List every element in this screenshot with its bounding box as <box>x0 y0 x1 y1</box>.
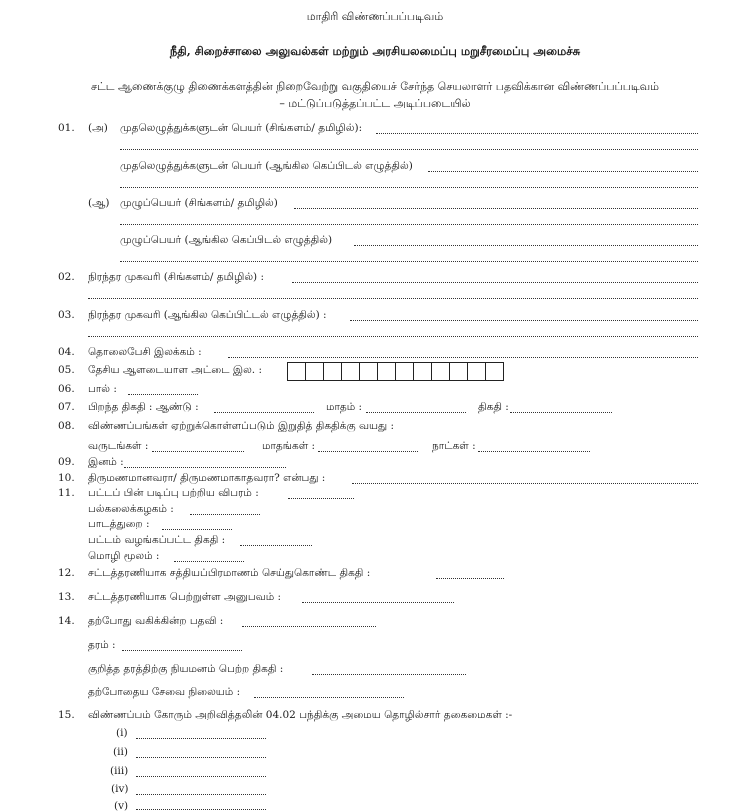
label-race: இனம் : <box>88 456 124 468</box>
item-number: 11. <box>58 487 75 499</box>
label-age-at-closing: விண்ணப்பங்கள் ஏற்றுக்கொள்ளப்படும் இறுதித் திகதிக்கு வயது : <box>88 420 394 432</box>
nic-box[interactable] <box>287 362 306 381</box>
field-married[interactable] <box>352 483 698 484</box>
field-age-days[interactable] <box>478 451 590 452</box>
ministry-title: நீதி, சிறைச்சாலை அலுவல்கள் மற்றும் அரசியலமைப்பு மறுசீரமைப்பு அமைச்சு <box>169 44 581 58</box>
field-experience[interactable] <box>302 602 454 603</box>
label-age-years: வருடங்கள் : <box>88 440 149 452</box>
label-name-initials-english: முதலெழுத்துக்களுடன் பெயர் (ஆங்கில கெப்பிடல் எழுத்தில்) <box>120 160 413 172</box>
label-medium: மொழி மூலம் : <box>88 550 160 562</box>
label-experience: சட்டத்தரணியாக பெற்றுள்ள அனுபவம் : <box>88 591 282 603</box>
roman-ii: (ii) <box>113 746 128 758</box>
field-full-name-english[interactable] <box>354 245 698 246</box>
nic-box[interactable] <box>341 362 360 381</box>
field-line[interactable] <box>88 336 698 337</box>
nic-box[interactable] <box>359 362 378 381</box>
field-qualification-2[interactable] <box>136 757 266 758</box>
label-address-sinhala-tamil: நிரந்தர முகவரி (சிங்களம்/ தமிழில்) : <box>88 271 265 283</box>
roman-i: (i) <box>116 727 128 739</box>
field-university[interactable] <box>190 514 260 515</box>
field-service-status[interactable] <box>254 697 404 698</box>
item-number: 01. <box>58 122 75 134</box>
item-number: 05. <box>58 364 75 376</box>
nic-box[interactable] <box>305 362 324 381</box>
field-qualification-1[interactable] <box>136 738 266 739</box>
nic-box[interactable] <box>467 362 486 381</box>
item-number: 10. <box>58 472 75 484</box>
label-grade: தரம் : <box>88 639 116 651</box>
label-phone: தொலைபேசி இலக்கம் : <box>88 346 202 358</box>
field-full-name-sinhala-tamil[interactable] <box>294 208 698 209</box>
label-qualifications: விண்ணப்பம் கோரும் அறிவித்தலின் 04.02 பந்திக்கு அமைய தொழில்சார் தகைமைகள் :- <box>88 709 513 721</box>
form-model-title: மாதிரி விண்ணப்பப்படிவம் <box>306 10 444 23</box>
nic-box[interactable] <box>485 362 504 381</box>
field-line[interactable] <box>120 224 698 225</box>
label-full-name-english: முழுப்பெயர் (ஆங்கில கெப்பிடல் எழுத்தில்) <box>120 234 333 246</box>
label-married: திருமணமானவரா/ திருமணமாகாதவரா? என்பது : <box>88 472 326 484</box>
nic-box[interactable] <box>377 362 396 381</box>
label-age-days: நாட்கள் : <box>432 440 476 452</box>
item-number: 14. <box>58 615 75 627</box>
field-subject[interactable] <box>162 529 232 530</box>
field-phone[interactable] <box>228 357 698 358</box>
field-grade[interactable] <box>122 650 242 651</box>
label-name-initials-sinhala-tamil: முதலெழுத்துக்களுடன் பெயர் (சிங்களம்/ தமிழில்): <box>120 122 363 134</box>
nic-box[interactable] <box>449 362 468 381</box>
roman-iii: (iii) <box>110 765 129 777</box>
label-appoint-date: குறித்த தரத்திற்கு நியமனம் பெற்ற திகதி : <box>88 663 284 675</box>
field-age-years[interactable] <box>152 451 244 452</box>
item-number: 13. <box>58 591 75 603</box>
item-number: 09. <box>58 456 75 468</box>
label-age-months: மாதங்கள் : <box>262 440 316 452</box>
item-number: 02. <box>58 271 75 283</box>
label-sex: பால் : <box>88 383 117 395</box>
nic-boxes[interactable] <box>288 362 504 381</box>
item-number: 07. <box>58 401 75 413</box>
label-full-name-sinhala-tamil: முழுப்பெயர் (சிங்களம்/ தமிழில்) <box>120 197 278 209</box>
field-address-english[interactable] <box>350 320 698 321</box>
item-number: 03. <box>58 309 75 321</box>
field-dob-day[interactable] <box>510 412 612 413</box>
item-number: 06. <box>58 383 75 395</box>
field-degree-info[interactable] <box>288 498 354 499</box>
field-oath-date[interactable] <box>436 578 504 579</box>
form-subtitle-basis: – மட்டுப்படுத்தப்பட்ட அடிப்படையில் <box>279 97 471 110</box>
roman-iv: (iv) <box>111 783 129 795</box>
label-university: பல்கலைக்கழகம் : <box>88 503 174 515</box>
nic-box[interactable] <box>413 362 432 381</box>
field-race[interactable] <box>124 467 286 468</box>
sub-item-aa: (ஆ) <box>88 197 110 209</box>
field-dob-year[interactable] <box>214 412 314 413</box>
field-line[interactable] <box>120 187 698 188</box>
nic-box[interactable] <box>395 362 414 381</box>
field-name-initials-sinhala-tamil[interactable] <box>376 133 698 134</box>
field-dob-month[interactable] <box>366 412 466 413</box>
label-dob-year: பிறந்த திகதி : ஆண்டு : <box>88 401 199 413</box>
field-sex[interactable] <box>128 394 198 395</box>
field-line[interactable] <box>88 298 698 299</box>
field-line[interactable] <box>120 261 698 262</box>
item-number: 08. <box>58 420 75 432</box>
field-appoint-date[interactable] <box>312 674 466 675</box>
roman-v: (v) <box>114 800 129 812</box>
label-degree-info: பட்டப் பின் படிப்பு பற்றிய விபரம் : <box>88 487 259 499</box>
item-number: 15. <box>58 709 75 721</box>
field-line[interactable] <box>120 149 698 150</box>
field-name-initials-english[interactable] <box>428 171 698 172</box>
label-address-english: நிரந்தர முகவரி (ஆங்கில கெப்பிட்டல் எழுத்தில்) : <box>88 309 327 321</box>
label-dob-day: திகதி : <box>478 401 509 413</box>
field-medium[interactable] <box>174 561 244 562</box>
label-current-post: தற்போது வகிக்கின்ற பதவி : <box>88 615 224 627</box>
field-qualification-3[interactable] <box>136 776 266 777</box>
field-degree-date[interactable] <box>240 545 312 546</box>
label-service-status: தற்போதைய சேவை நிலையம் : <box>88 686 241 698</box>
label-degree-date: பட்டம் வழங்கப்பட்ட திகதி : <box>88 534 226 546</box>
label-subject: பாடத்துறை : <box>88 518 150 530</box>
label-dob-month: மாதம் : <box>326 401 363 413</box>
field-address-sinhala-tamil[interactable] <box>292 282 698 283</box>
item-number: 04. <box>58 346 75 358</box>
form-subtitle: சட்ட ஆணைக்குழு திணைக்களத்தின் நிறைவேற்று வகுதியைச் சேர்ந்த செயலாளர் பதவிக்கான விண்ணப்பப்படிவம் <box>90 80 660 93</box>
label-oath-date: சட்டத்தரணியாக சத்தியப்பிரமாணம் செய்துகொண்ட திகதி : <box>88 567 371 579</box>
label-nic: தேசிய ஆளடையாள அட்டை இல. : <box>88 364 263 376</box>
sub-item-a: (அ) <box>88 122 108 134</box>
field-age-months[interactable] <box>318 451 418 452</box>
field-qualification-4[interactable] <box>136 794 266 795</box>
nic-box[interactable] <box>431 362 450 381</box>
nic-box[interactable] <box>323 362 342 381</box>
item-number: 12. <box>58 567 75 579</box>
field-current-post[interactable] <box>242 626 376 627</box>
